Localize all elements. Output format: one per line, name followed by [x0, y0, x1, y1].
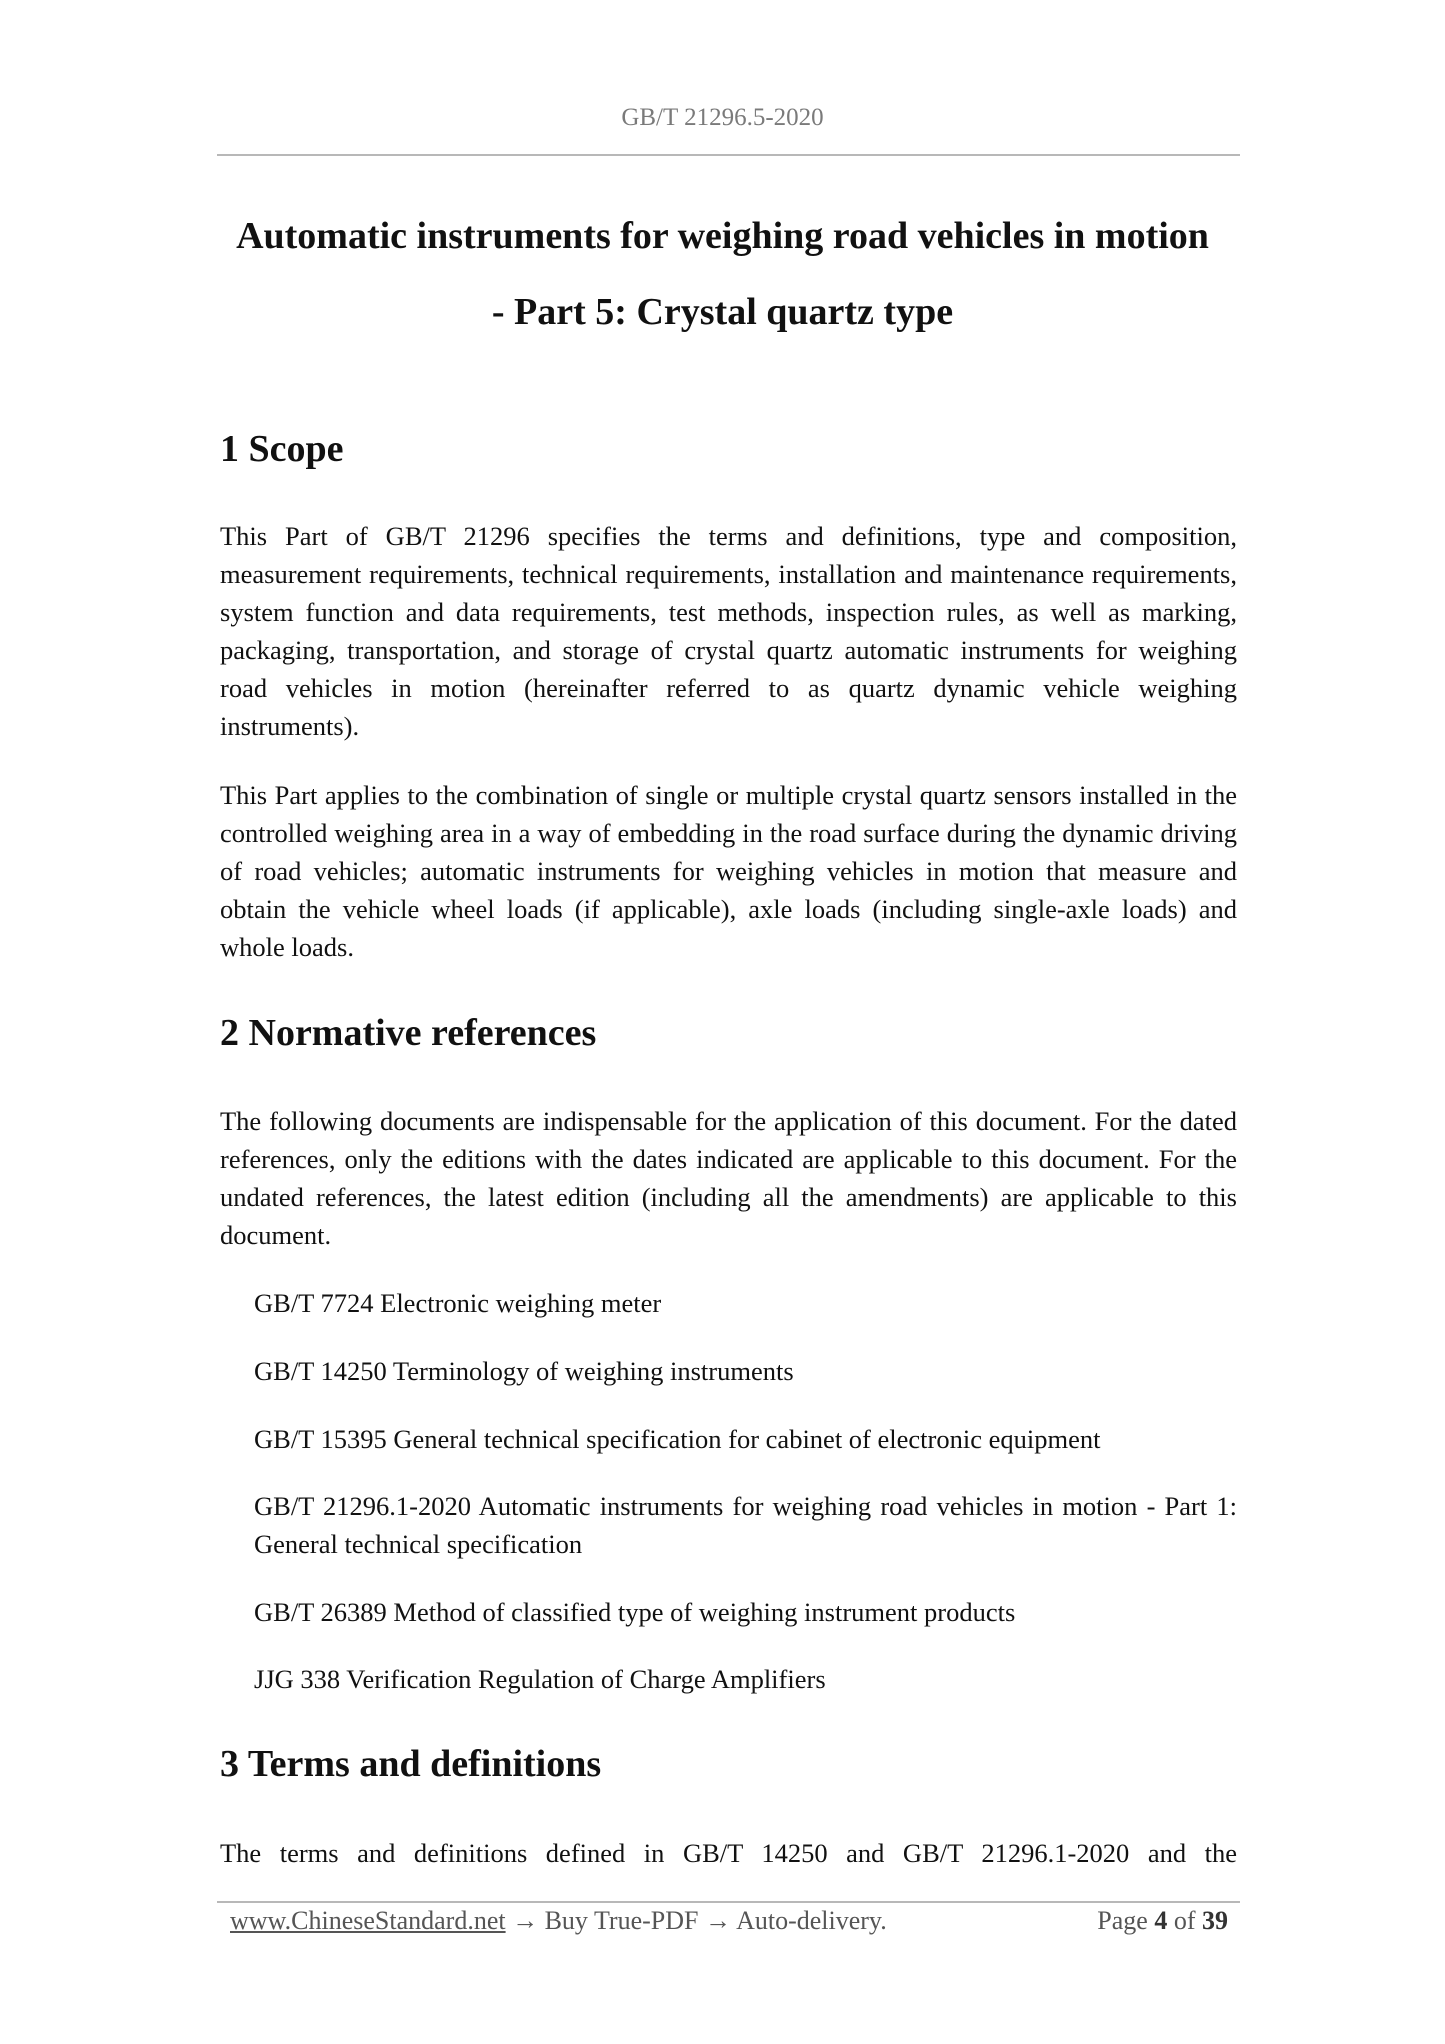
terms-paragraph: The terms and definitions defined in GB/T 14250 and GB/T 21296.1-2020 and the [220, 1838, 1237, 1868]
scope-paragraph-2: This Part applies to the combination of single or multiple crystal quartz sensors installed in the controlled weighing area in a way of embedding in the road surface during the dynamic driving of road vehicles; automatic instruments for weighing vehicles in motion that measure and obtain the vehicle wheel loads (if applicable), axle loads (including single-axle loads) and whole loads. [220, 780, 1237, 962]
reference-item: GB/T 15395 General technical specification for cabinet of electronic equipment [254, 1424, 1101, 1454]
reference-item: GB/T 26389 Method of classified type of weighing instrument products [254, 1597, 1016, 1627]
reference-item: GB/T 21296.1-2020 Automatic instruments for weighing road vehicles in motion - Part 1: General technical specification [254, 1491, 1237, 1559]
document-title-line2: - Part 5: Crystal quartz type [491, 291, 954, 333]
page-number [1097, 1906, 1228, 1936]
buy-text: Buy True-PDF [544, 1906, 699, 1935]
reference-item: GB/T 7724 Electronic weighing meter [254, 1288, 662, 1318]
reference-item: JJG 338 Verification Regulation of Charge Amplifiers [254, 1664, 826, 1694]
normative-references-paragraph: The following documents are indispensable for the application of this document. For the dated references, only the editions with the dates indicated are applicable to this document. For the undated references, the latest edition (including all the amendments) are applicable to this document. [220, 1106, 1237, 1250]
page-label: Page [1097, 1906, 1148, 1935]
reference-item: GB/T 14250 Terminology of weighing instruments [254, 1356, 794, 1386]
total-pages: 39 [1202, 1906, 1228, 1935]
current-page: 4 [1154, 1906, 1168, 1935]
delivery-text: Auto-delivery. [736, 1906, 887, 1935]
scope-paragraph-1: This Part of GB/T 21296 specifies the terms and definitions, type and composition, measurement requirements, technical requirements, installation and maintenance requirements, system function and data requirements, test methods, inspection rules, as well as marking, packaging, transportation, and storage of crystal quartz automatic instruments for weighing road vehicles in motion (hereinafter referred to as quartz dynamic vehicle weighing instruments). [220, 521, 1237, 741]
website-link[interactable]: www.ChineseStandard.net [230, 1906, 506, 1935]
page-footer [230, 1906, 1228, 1936]
footer-divider [217, 1901, 1240, 1903]
arrow-icon: → [705, 1906, 731, 1935]
section-heading-scope: 1 Scope [220, 428, 344, 470]
footer-promo [230, 1906, 887, 1936]
document-code-header: GB/T 21296.5-2020 [621, 104, 824, 131]
section-heading-normative-references: 2 Normative references [220, 1012, 597, 1054]
section-heading-terms-definitions: 3 Terms and definitions [220, 1743, 602, 1785]
header-divider [217, 154, 1240, 156]
arrow-icon: → [512, 1906, 539, 1935]
document-title-line1: Automatic instruments for weighing road vehicles in motion [236, 215, 1209, 257]
of-label: of [1173, 1906, 1196, 1935]
